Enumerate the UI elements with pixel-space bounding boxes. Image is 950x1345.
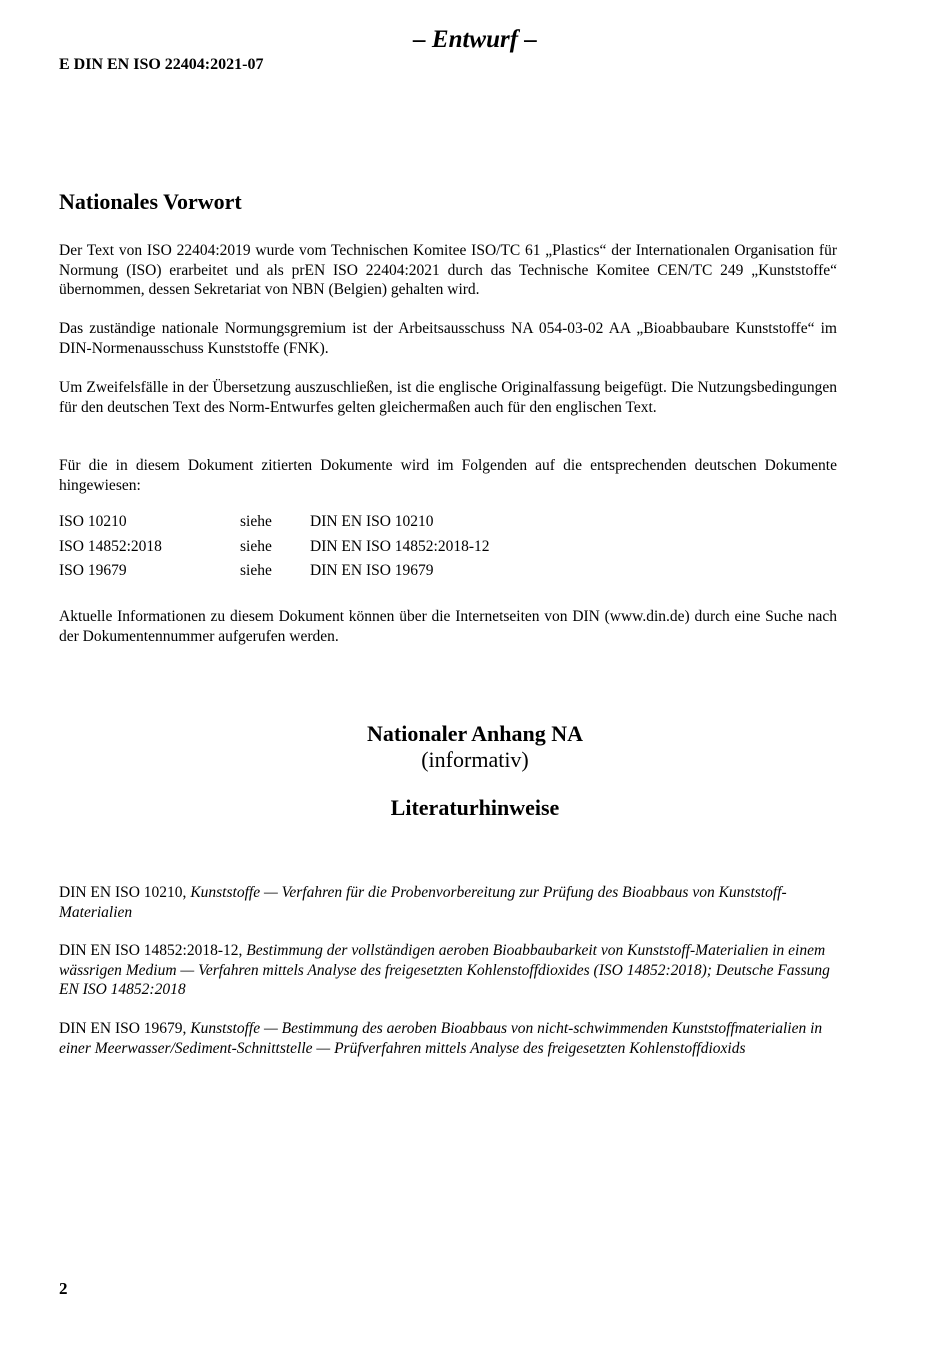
foreword-paragraph: Für die in diesem Dokument zitierten Dokumente wird im Folgenden auf die entsprechenden deutschen Dokumente hingewiesen: [59, 457, 837, 494]
iso-reference: ISO 19679 [59, 562, 127, 579]
literature-title: Literaturhinweise [390, 795, 560, 820]
foreword-closing: Aktuelle Informationen zu diesem Dokument können über die Internetseiten von DIN (www.din.de) durch eine Suche nach der Dokumentennummer aufgerufen werden. [59, 608, 837, 645]
bibliography-ref: DIN EN ISO 19679, [59, 1020, 191, 1037]
bibliography-ref: DIN EN ISO 10210, [59, 884, 191, 901]
page-number: 2 [59, 1279, 68, 1298]
bibliography-title: Kunststoffe — Bestimmung des aeroben Bioabbaus von nicht-schwimmenden Kunststoffmaterialien in einer Meerwasser/Sediment-Schnittstelle — Prüfverfahren mittels Analyse des freigesetzten Kohlenstoffdioxids [59, 1020, 823, 1057]
see-label: siehe [240, 513, 272, 530]
see-label: siehe [240, 562, 272, 579]
annex-subtitle: (informativ) [421, 747, 529, 772]
iso-reference: ISO 10210 [59, 513, 127, 530]
bibliography-title: Kunststoffe — Verfahren für die Probenvorbereitung zur Prüfung des Bioabbaus von Kunststoff-Materialien [59, 884, 787, 921]
din-reference: DIN EN ISO 19679 [310, 562, 434, 579]
see-label: siehe [240, 537, 272, 555]
bibliography-entry [59, 883, 837, 922]
bibliography-entry [59, 1019, 837, 1058]
din-reference: DIN EN ISO 14852:2018-12 [310, 537, 490, 555]
foreword-paragraph: Das zuständige nationale Normungsgremium ist der Arbeitsausschuss NA 054-03-02 AA „Bioabbaubare Kunststoffe“ im DIN-Normenausschuss Kunststoffe (FNK). [59, 320, 837, 357]
draft-mark: – Entwurf – [413, 26, 537, 53]
foreword-paragraph: Der Text von ISO 22404:2019 wurde vom Technischen Komitee ISO/TC 61 „Plastics“ der Internationalen Organisation für Normung (ISO) erarbeitet und als prEN ISO 22404:2021 durch das Technische Komitee CEN/TC 249 „Kunststoffe“ übernommen, dessen Sekretariat von NBN (Belgien) gehalten wird. [59, 242, 837, 298]
din-reference: DIN EN ISO 10210 [310, 513, 434, 530]
iso-reference: ISO 14852:2018 [59, 537, 162, 555]
foreword-paragraph: Um Zweifelsfälle in der Übersetzung auszuschließen, ist die englische Originalfassung beigefügt. Die Nutzungsbedingungen für den deutschen Text des Norm-Entwurfes gelten gleichermaßen auch für den englischen Text. [59, 379, 837, 416]
bibliography-entry [59, 941, 837, 1000]
annex-title: Nationaler Anhang NA [367, 721, 583, 746]
foreword-title: Nationales Vorwort [59, 189, 242, 214]
bibliography-title: Bestimmung der vollständigen aeroben Bioabbaubarkeit von Kunststoff-Materialien in einem wässrigen Medium — Verfahren mittels Analyse des freigesetzten Kohlenstoffdioxides (ISO 14852:2018); Deutsche Fassung EN ISO 14852:2018 [59, 942, 830, 998]
document-id: E DIN EN ISO 22404:2021-07 [59, 56, 264, 73]
bibliography-ref: DIN EN ISO 14852:2018-12, [59, 942, 247, 959]
